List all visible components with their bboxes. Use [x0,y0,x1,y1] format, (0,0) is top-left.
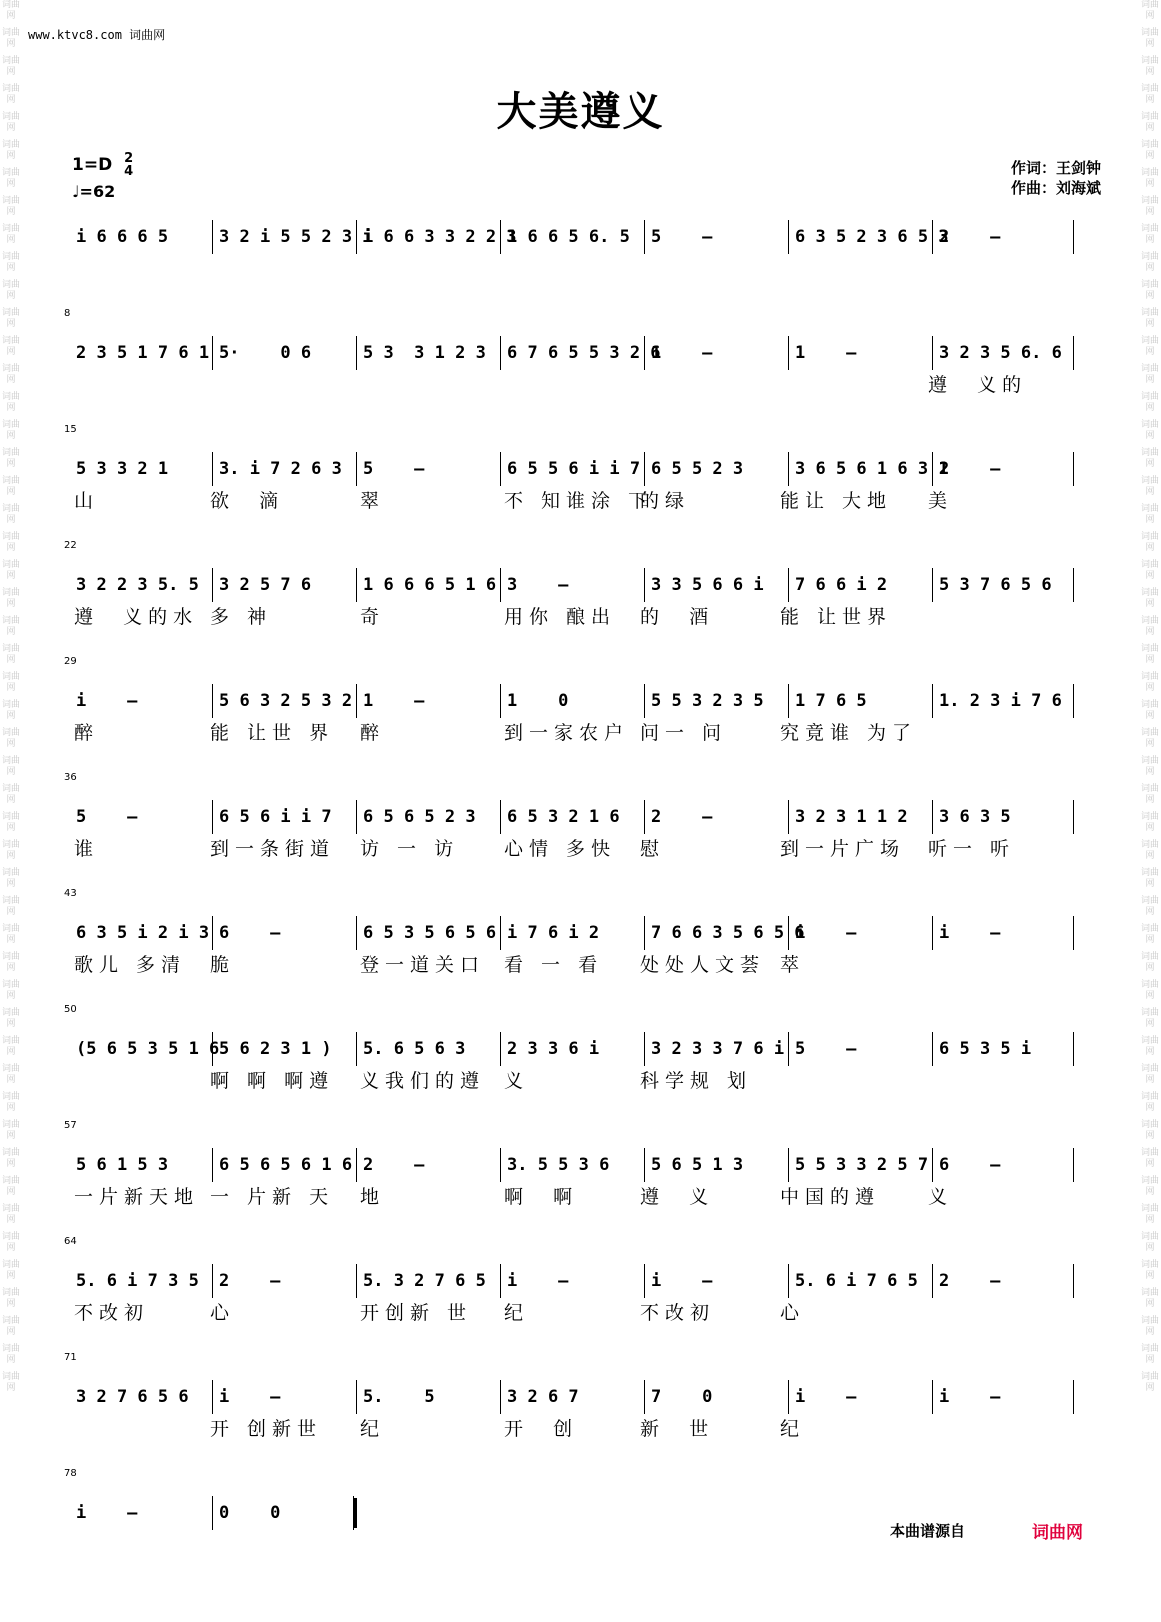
footer-source-label: 本曲谱源自 [890,1522,966,1540]
measure: i – [932,916,1074,950]
measure: 5. 6 i 7 3 5 [76,1271,199,1291]
measure: 6 5 3 5 6 5 6 [356,916,497,950]
measure: 1 – [788,336,929,370]
watermark-glyph: 词曲网 [1140,784,1159,805]
lyric-syllables: 听一 听 [928,838,1016,860]
watermark-glyph: 词曲网 [1,84,20,105]
watermark-glyph: 词曲网 [1140,1316,1159,1337]
watermark-glyph: 词曲网 [1,1120,20,1141]
measure: 5 – [644,220,785,254]
lyrics-row [60,602,1120,632]
meter-bottom: 4 [124,164,134,179]
measure: 1 0 [500,684,641,718]
lyric-syllables: 醉 [360,722,386,744]
watermark-glyph: 词曲网 [1140,476,1159,497]
watermark-glyph: 词曲网 [1140,728,1159,749]
watermark-glyph: 词曲网 [1140,980,1159,1001]
watermark-glyph: 词曲网 [1140,420,1159,441]
measure: 3 2 5 7 6 [212,568,353,602]
measure: 7 0 [644,1380,785,1414]
lyric-syllables: 歌儿 多清 [74,954,187,976]
watermark-glyph: 词曲网 [1,28,20,49]
measure: 2 – [356,1148,497,1182]
lyricist: 作词：王剑钟 [1010,159,1101,177]
key-label: 1=D [72,155,113,175]
watermark-glyph: 词曲网 [1,168,20,189]
lyric-syllables: 问一 问 [640,722,728,744]
watermark-glyph: 词曲网 [1140,28,1159,49]
lyric-syllables: 纪 [504,1302,530,1324]
lyric-syllables: 地 [360,1186,386,1208]
watermark-glyph: 词曲网 [1140,812,1159,833]
lyric-syllables: 义 [504,1070,530,1092]
measure: 6 5 6 5 6 1 6 [212,1148,353,1182]
watermark-glyph: 词曲网 [1140,644,1159,665]
lyric-syllables: 到一条街道 [210,838,336,860]
score-system [60,424,1120,534]
measure: 5 5 3 3 2 5 7 [788,1148,929,1182]
watermark-glyph: 词曲网 [1,364,20,385]
measure: 3 2 3 3 7 6 i [644,1032,785,1066]
lyric-syllables: 不改初 [640,1302,716,1324]
score-system [60,1004,1120,1114]
lyric-syllables: 慰 [640,838,666,860]
lyric-syllables: 看 一 看 [504,954,604,976]
watermark-glyph: 词曲网 [1,672,20,693]
lyrics-row [60,370,1120,400]
lyric-syllables: 义 [928,1186,954,1208]
watermark-glyph: 词曲网 [1140,588,1159,609]
lyric-syllables: 新 世 [640,1418,715,1440]
measure: i – [76,1503,138,1523]
lyric-syllables: 啊 啊 [504,1186,579,1208]
watermark-glyph: 词曲网 [1140,1204,1159,1225]
lyric-syllables: 心 [780,1302,806,1324]
left-watermark-strip [0,0,22,1622]
score-system [60,1236,1120,1346]
measure: 1. 2 3 i 7 6 [932,684,1074,718]
measure: (5 6 5 3 5 1 6 [76,1039,220,1059]
watermark-glyph: 词曲网 [1140,112,1159,133]
watermark-glyph: 词曲网 [1,1316,20,1337]
measure: 6 3 5 2 3 6 5 3 [788,220,929,254]
measure: 6 5 3 2 1 6 [500,800,641,834]
watermark-glyph: 词曲网 [1,1260,20,1281]
measure: 5 – [788,1032,929,1066]
watermark-glyph: 词曲网 [1140,364,1159,385]
lyric-syllables: 能 让世界 [780,606,893,628]
watermark-glyph: 词曲网 [1140,1232,1159,1253]
watermark-glyph: 词曲网 [1,1372,20,1393]
lyrics-row [60,718,1120,748]
score-system [60,888,1120,998]
lyric-syllables: 谁 [74,838,100,860]
watermark-glyph: 词曲网 [1,980,20,1001]
watermark-glyph: 词曲网 [1140,392,1159,413]
watermark-glyph: 词曲网 [1140,1148,1159,1169]
measure: 5. 3 2 7 6 5 [356,1264,497,1298]
measure: 1 6 6 6 5 1 6 [356,568,497,602]
lyric-syllables: 心情 多快 [504,838,617,860]
measure: 2 – [932,220,1074,254]
lyric-syllables: 开创新 世 [360,1302,473,1324]
watermark-glyph: 词曲网 [1,1176,20,1197]
watermark-glyph: 词曲网 [1140,756,1159,777]
measure: 2 – [212,1264,353,1298]
watermark-glyph: 词曲网 [1140,840,1159,861]
measure: 5 3 3 1 2 3 [356,336,497,370]
measure: 5 – [356,452,497,486]
measure: 1 – [356,684,497,718]
lyric-syllables: 醉 [74,722,100,744]
measure: i – [212,1380,353,1414]
lyric-syllables: 美 [928,490,954,512]
watermark-glyph: 词曲网 [1140,308,1159,329]
watermark-glyph: 词曲网 [1140,1288,1159,1309]
measure: 6 5 6 i i 7 [212,800,353,834]
measure: 6 5 6 5 2 3 [356,800,497,834]
measure: 3 2 i 5 5 2 3 i [212,220,353,254]
measure-number: 36 [64,772,77,783]
measure: 7 6 6 3 5 6 5 6 [644,916,785,950]
meter-top: 2 [124,151,134,166]
measure: 2 – [932,452,1074,486]
measure: 2 – [932,1264,1074,1298]
watermark-glyph: 词曲网 [1,644,20,665]
measure: i 7 6 i 2 [500,916,641,950]
lyric-syllables: 开 创新世 [210,1418,323,1440]
measure: 3 3 5 6 6 i [644,568,785,602]
lyric-syllables: 到一片广场 [780,838,906,860]
watermark-glyph: 词曲网 [1,1148,20,1169]
lyric-syllables: 心 [210,1302,236,1324]
watermark-glyph: 词曲网 [1,448,20,469]
lyric-syllables: 欲 滴 [210,490,285,512]
measure: 5 3 3 2 1 [76,459,169,479]
watermark-glyph: 词曲网 [1,1204,20,1225]
watermark-glyph: 词曲网 [1,112,20,133]
measure: i – [644,1264,785,1298]
lyric-syllables: 奇 [360,606,386,628]
measure: 5· 0 6 [212,336,353,370]
measure: 3. i 7 2 6 3 [212,452,353,486]
measure: 5. 5 [356,1380,497,1414]
measure: 6 – [932,1148,1074,1182]
watermark-glyph: 词曲网 [1140,1064,1159,1085]
lyrics-row [60,1298,1120,1328]
measure: 6 5 5 6 i i 7 [500,452,641,486]
watermark-glyph: 词曲网 [1140,504,1159,525]
score-system [60,1352,1120,1462]
lyric-syllables: 能 让世 界 [210,722,335,744]
lyric-syllables: 登一道关口 [360,954,486,976]
watermark-glyph: 词曲网 [1140,1120,1159,1141]
watermark-glyph: 词曲网 [1,1288,20,1309]
lyric-syllables: 能让 大地 [780,490,893,512]
watermark-glyph: 词曲网 [1140,280,1159,301]
measure: 5. 6 5 6 3 [356,1032,497,1066]
lyric-syllables: 纪 [360,1418,386,1440]
watermark-glyph: 词曲网 [1140,532,1159,553]
watermark-glyph: 词曲网 [1,700,20,721]
lyric-syllables: 用你 酿出 [504,606,617,628]
score-system [60,772,1120,882]
watermark-glyph: 词曲网 [1,1008,20,1029]
measure: 1 6 6 5 6. 5 [500,220,641,254]
measure: 3 2 7 6 5 6 [76,1387,189,1407]
watermark-glyph: 词曲网 [1,196,20,217]
watermark-glyph: 词曲网 [1,1232,20,1253]
watermark-glyph: 词曲网 [1140,700,1159,721]
score-system [60,308,1120,418]
lyric-syllables: 不改初 [74,1302,150,1324]
measure: 6 5 5 2 3 [644,452,785,486]
watermark-glyph: 词曲网 [1140,56,1159,77]
measure-number: 50 [64,1004,77,1015]
watermark-glyph: 词曲网 [1140,140,1159,161]
measure: 3 – [500,568,641,602]
measure: i – [500,1264,641,1298]
watermark-glyph: 词曲网 [1140,616,1159,637]
measure: 3 2 6 7 [500,1380,641,1414]
watermark-glyph: 词曲网 [1,392,20,413]
lyric-syllables: 科学规 划 [640,1070,753,1092]
lyric-syllables: 山 [74,490,100,512]
score-system [60,540,1120,650]
measure: 7 6 6 i 2 [788,568,929,602]
watermark-glyph: 词曲网 [1,308,20,329]
watermark-glyph: 词曲网 [1140,252,1159,273]
measure: 1 7 6 5 [788,684,929,718]
tempo-marking: ♩=62 [72,182,116,201]
lyric-syllables: 到一家农户 [504,722,630,744]
measure-number: 71 [64,1352,77,1363]
watermark-glyph: 词曲网 [1,1344,20,1365]
lyrics-row [60,254,1120,284]
measure: 5 3 7 6 5 6 [932,568,1074,602]
lyric-syllables: 脆 [210,954,236,976]
lyric-syllables: 萃 [780,954,806,976]
measure: 5 5 3 2 3 5 [644,684,785,718]
watermark-glyph: 词曲网 [1,840,20,861]
measure: 2 – [644,800,785,834]
lyric-syllables: 遵 义的水 [74,606,199,628]
measure: i – [932,1380,1074,1414]
footer-brand: 词曲网 [1032,1523,1083,1543]
watermark-glyph: 词曲网 [1,1036,20,1057]
watermark-glyph: 词曲网 [1140,0,1159,21]
measure: 6 5 3 5 i [932,1032,1074,1066]
site-url: www.ktvc8.com 词曲网 [28,28,166,42]
watermark-glyph: 词曲网 [1140,1092,1159,1113]
final-barline [354,1498,357,1528]
measure-number: 57 [64,1120,77,1131]
measure: 0 0 [212,1496,354,1530]
watermark-glyph: 词曲网 [1,784,20,805]
watermark-glyph: 词曲网 [1140,868,1159,889]
measure: 3 2 2 3 5. 5 [76,575,199,595]
watermark-glyph: 词曲网 [1,868,20,889]
watermark-glyph: 词曲网 [1,728,20,749]
score-system [60,192,1120,302]
watermark-glyph: 词曲网 [1,616,20,637]
watermark-glyph: 词曲网 [1,812,20,833]
lyric-syllables: 不 知谁涂 下 [504,490,654,512]
measure-number: 78 [64,1468,77,1479]
measure: 3. 5 5 3 6 [500,1148,641,1182]
watermark-glyph: 词曲网 [1140,1344,1159,1365]
lyric-syllables: 义我们的遵 [360,1070,486,1092]
watermark-glyph: 词曲网 [1140,1260,1159,1281]
measure: 6 7 6 5 5 3 2 6 [500,336,641,370]
watermark-glyph: 词曲网 [1,1064,20,1085]
measure: 2 3 3 6 i [500,1032,641,1066]
watermark-glyph: 词曲网 [1140,1176,1159,1197]
measure: 1 – [644,336,785,370]
lyric-syllables: 究竟谁 为了 [780,722,918,744]
watermark-glyph: 词曲网 [1,224,20,245]
watermark-glyph: 词曲网 [1,756,20,777]
watermark-glyph: 词曲网 [1140,896,1159,917]
measure: 5 – [76,807,138,827]
key-signature [72,152,133,178]
watermark-glyph: 词曲网 [1,504,20,525]
measure: 5 6 2 3 1 ) [212,1032,353,1066]
watermark-glyph: 词曲网 [1,952,20,973]
measure-number: 29 [64,656,77,667]
watermark-glyph: 词曲网 [1,0,20,21]
lyric-syllables: 翠 [360,490,386,512]
time-signature [124,152,133,178]
right-watermark-strip [1139,0,1161,1622]
lyric-syllables: 遵 义的 [928,374,1028,396]
watermark-glyph: 词曲网 [1140,224,1159,245]
lyric-syllables: 遵 义 [640,1186,715,1208]
watermark-glyph: 词曲网 [1,336,20,357]
measure: 3 2 3 1 1 2 [788,800,929,834]
score-system [60,1120,1120,1230]
lyric-syllables: 的 酒 [640,606,715,628]
measure-number: 22 [64,540,77,551]
lyrics-row [60,1414,1120,1444]
watermark-glyph: 词曲网 [1140,168,1159,189]
measure: 3 6 3 5 [932,800,1074,834]
watermark-glyph: 词曲网 [1,924,20,945]
lyric-syllables: 一 片新 天 [210,1186,335,1208]
page-title: 大美遵义 [496,89,665,135]
lyric-syllables: 多 神 [210,606,273,628]
watermark-glyph: 词曲网 [1,420,20,441]
measure: 5 6 3 2 5 3 2 [212,684,353,718]
lyric-syllables: 开 创 [504,1418,579,1440]
watermark-glyph: 词曲网 [1140,448,1159,469]
lyrics-row [60,486,1120,516]
lyric-syllables: 处处人文荟 [640,954,766,976]
watermark-glyph: 词曲网 [1140,560,1159,581]
measure-number: 43 [64,888,77,899]
measure: i – [788,1380,929,1414]
watermark-glyph: 词曲网 [1140,924,1159,945]
measure-number: 15 [64,424,77,435]
watermark-glyph: 词曲网 [1,1092,20,1113]
measure-number: 64 [64,1236,77,1247]
watermark-glyph: 词曲网 [1,56,20,77]
measure: 5 6 5 1 3 [644,1148,785,1182]
lyrics-row [60,1182,1120,1212]
lyric-syllables: 啊 啊 啊遵 [210,1070,335,1092]
watermark-glyph: 词曲网 [1140,1008,1159,1029]
measure: 5 6 1 5 3 [76,1155,169,1175]
lyric-syllables: 一片新天地 [74,1186,200,1208]
score-system [60,656,1120,766]
lyric-syllables: 访 一 访 [360,838,460,860]
watermark-glyph: 词曲网 [1,896,20,917]
watermark-glyph: 词曲网 [1140,1036,1159,1057]
watermark-glyph: 词曲网 [1140,1372,1159,1393]
lyric-syllables: 的绿 [640,490,691,512]
watermark-glyph: 词曲网 [1140,336,1159,357]
watermark-glyph: 词曲网 [1,140,20,161]
measure: i – [76,691,138,711]
composer: 作曲：刘海斌 [1010,179,1101,197]
lyric-syllables: 中国的遵 [780,1186,881,1208]
watermark-glyph: 词曲网 [1,476,20,497]
measure: 5. 6 i 7 6 5 [788,1264,929,1298]
measure: i 6 6 6 5 [76,227,169,247]
measure: 2 3 5 1 7 6 1 [76,343,210,363]
measure: 3 2 3 5 6. 6 [932,336,1074,370]
measure: i 6 6 3 3 2 2 3 [356,220,497,254]
measure: i – [788,916,929,950]
measure-number: 8 [64,308,71,319]
measure: 6 – [212,916,353,950]
watermark-glyph: 词曲网 [1,252,20,273]
lyric-syllables: 纪 [780,1418,806,1440]
watermark-glyph: 词曲网 [1,280,20,301]
lyrics-row [60,1066,1120,1096]
watermark-glyph: 词曲网 [1140,196,1159,217]
lyrics-row [60,950,1120,980]
watermark-glyph: 词曲网 [1,532,20,553]
watermark-glyph: 词曲网 [1140,84,1159,105]
measure: 6 3 5 i 2 i 3 [76,923,210,943]
watermark-glyph: 词曲网 [1,560,20,581]
lyrics-row [60,834,1120,864]
watermark-glyph: 词曲网 [1,588,20,609]
watermark-glyph: 词曲网 [1140,952,1159,973]
measure: 3 6 5 6 1 6 3 1 [788,452,929,486]
watermark-glyph: 词曲网 [1140,672,1159,693]
